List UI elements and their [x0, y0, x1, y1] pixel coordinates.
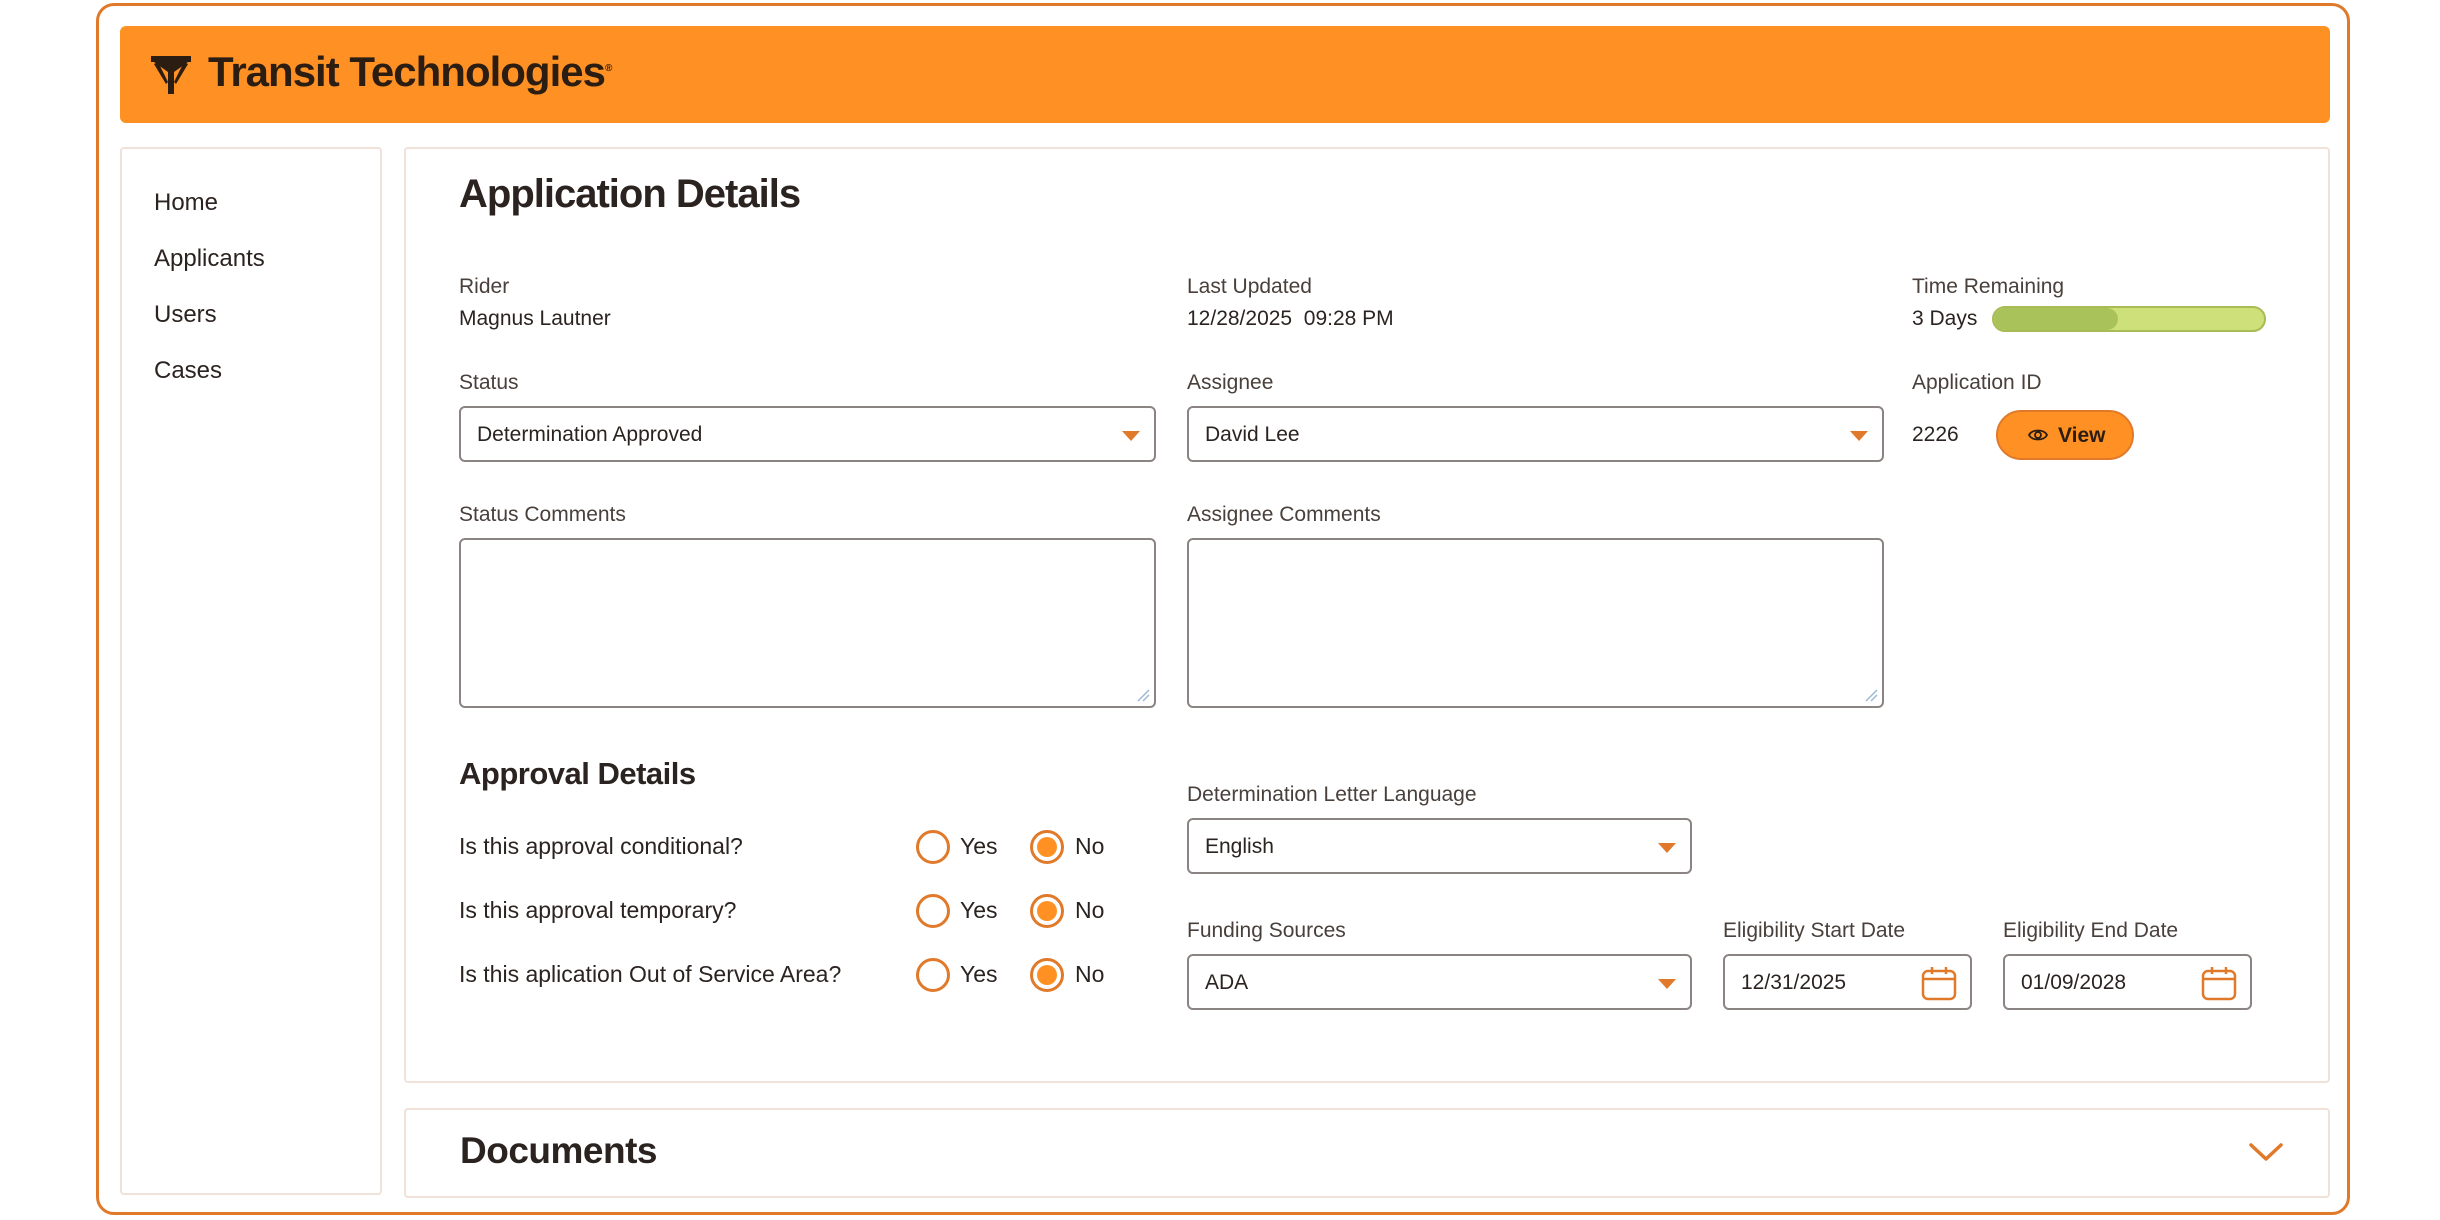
calendar-icon[interactable]	[1920, 964, 1958, 1002]
start-date-value: 12/31/2025	[1741, 971, 1847, 994]
sidebar-item-applicants[interactable]: Applicants	[154, 245, 265, 272]
end-date-value: 01/09/2028	[2021, 971, 2127, 994]
question-out-of-service-area: Is this aplication Out of Service Area?	[459, 961, 842, 987]
start-date-input[interactable]	[1723, 954, 1972, 1010]
view-application-button[interactable]	[1996, 410, 2134, 460]
sidebar-item-home[interactable]: Home	[154, 189, 219, 216]
view-button-label: View	[2058, 424, 2106, 447]
assignee-comments-label: Assignee Comments	[1187, 503, 1381, 526]
app-header	[120, 26, 2330, 123]
funding-sources-label: Funding Sources	[1187, 919, 1346, 942]
documents-title: Documents	[460, 1130, 657, 1171]
sidebar-item-cases[interactable]: Cases	[154, 357, 223, 384]
temporary-no-radio[interactable]	[1030, 894, 1064, 928]
caret-down-icon	[1122, 431, 1140, 441]
conditional-no-radio[interactable]	[1030, 830, 1064, 864]
caret-down-icon	[1658, 979, 1676, 989]
chevron-down-icon[interactable]	[2248, 1140, 2284, 1164]
app-title[interactable]: Transit Technologies®	[208, 48, 612, 95]
caret-down-icon	[1658, 843, 1676, 853]
assignee-comments-textarea[interactable]	[1187, 538, 1884, 708]
temporary-yes-label[interactable]: Yes	[960, 897, 998, 923]
rider-label: Rider	[459, 275, 510, 298]
time-remaining-progress	[1992, 306, 2266, 332]
conditional-yes-radio[interactable]	[916, 830, 950, 864]
conditional-no-label[interactable]: No	[1075, 833, 1105, 859]
approval-details-title: Approval Details	[459, 756, 696, 791]
caret-down-icon	[1850, 431, 1868, 441]
letter-language-select[interactable]	[1187, 818, 1692, 874]
resize-handle-icon[interactable]	[1864, 688, 1878, 702]
documents-section[interactable]	[404, 1108, 2330, 1198]
assignee-select[interactable]	[1187, 406, 1884, 462]
end-date-label: Eligibility End Date	[2003, 919, 2179, 942]
question-temporary: Is this approval temporary?	[459, 897, 737, 923]
application-id-label: Application ID	[1912, 371, 2042, 394]
status-comments-label: Status Comments	[459, 503, 626, 526]
funding-sources-select[interactable]	[1187, 954, 1692, 1010]
question-conditional: Is this approval conditional?	[459, 833, 743, 859]
temporary-no-label[interactable]: No	[1075, 897, 1105, 923]
eye-icon	[2028, 426, 2048, 444]
calendar-icon[interactable]	[2200, 964, 2238, 1002]
sidebar	[120, 147, 382, 1195]
time-remaining-label: Time Remaining	[1912, 275, 2065, 298]
end-date-input[interactable]	[2003, 954, 2252, 1010]
last-updated-label: Last Updated	[1187, 275, 1312, 298]
rider-value: Magnus Lautner	[459, 307, 611, 330]
status-select-value: Determination Approved	[477, 423, 703, 446]
resize-handle-icon[interactable]	[1136, 688, 1150, 702]
time-remaining-value: 3 Days	[1912, 307, 1978, 330]
temporary-yes-radio[interactable]	[916, 894, 950, 928]
sidebar-item-users[interactable]: Users	[154, 301, 217, 328]
conditional-yes-label[interactable]: Yes	[960, 833, 998, 859]
out-of-area-yes-label[interactable]: Yes	[960, 961, 998, 987]
start-date-label: Eligibility Start Date	[1723, 919, 1906, 942]
funding-sources-value: ADA	[1205, 971, 1249, 994]
letter-language-label: Determination Letter Language	[1187, 783, 1477, 806]
last-updated-value: 12/28/2025 09:28 PM	[1187, 307, 1394, 330]
status-comments-textarea[interactable]	[459, 538, 1156, 708]
status-label: Status	[459, 371, 519, 394]
assignee-label: Assignee	[1187, 371, 1274, 394]
out-of-area-yes-radio[interactable]	[916, 958, 950, 992]
letter-language-value: English	[1205, 835, 1274, 858]
out-of-area-no-label[interactable]: No	[1075, 961, 1105, 987]
time-remaining-progress-fill	[1994, 308, 2118, 330]
transit-logo-icon	[148, 52, 194, 98]
page-title: Application Details	[459, 172, 801, 216]
application-id-value: 2226	[1912, 423, 1959, 446]
status-select[interactable]	[459, 406, 1156, 462]
out-of-area-no-radio[interactable]	[1030, 958, 1064, 992]
assignee-select-value: David Lee	[1205, 423, 1300, 446]
